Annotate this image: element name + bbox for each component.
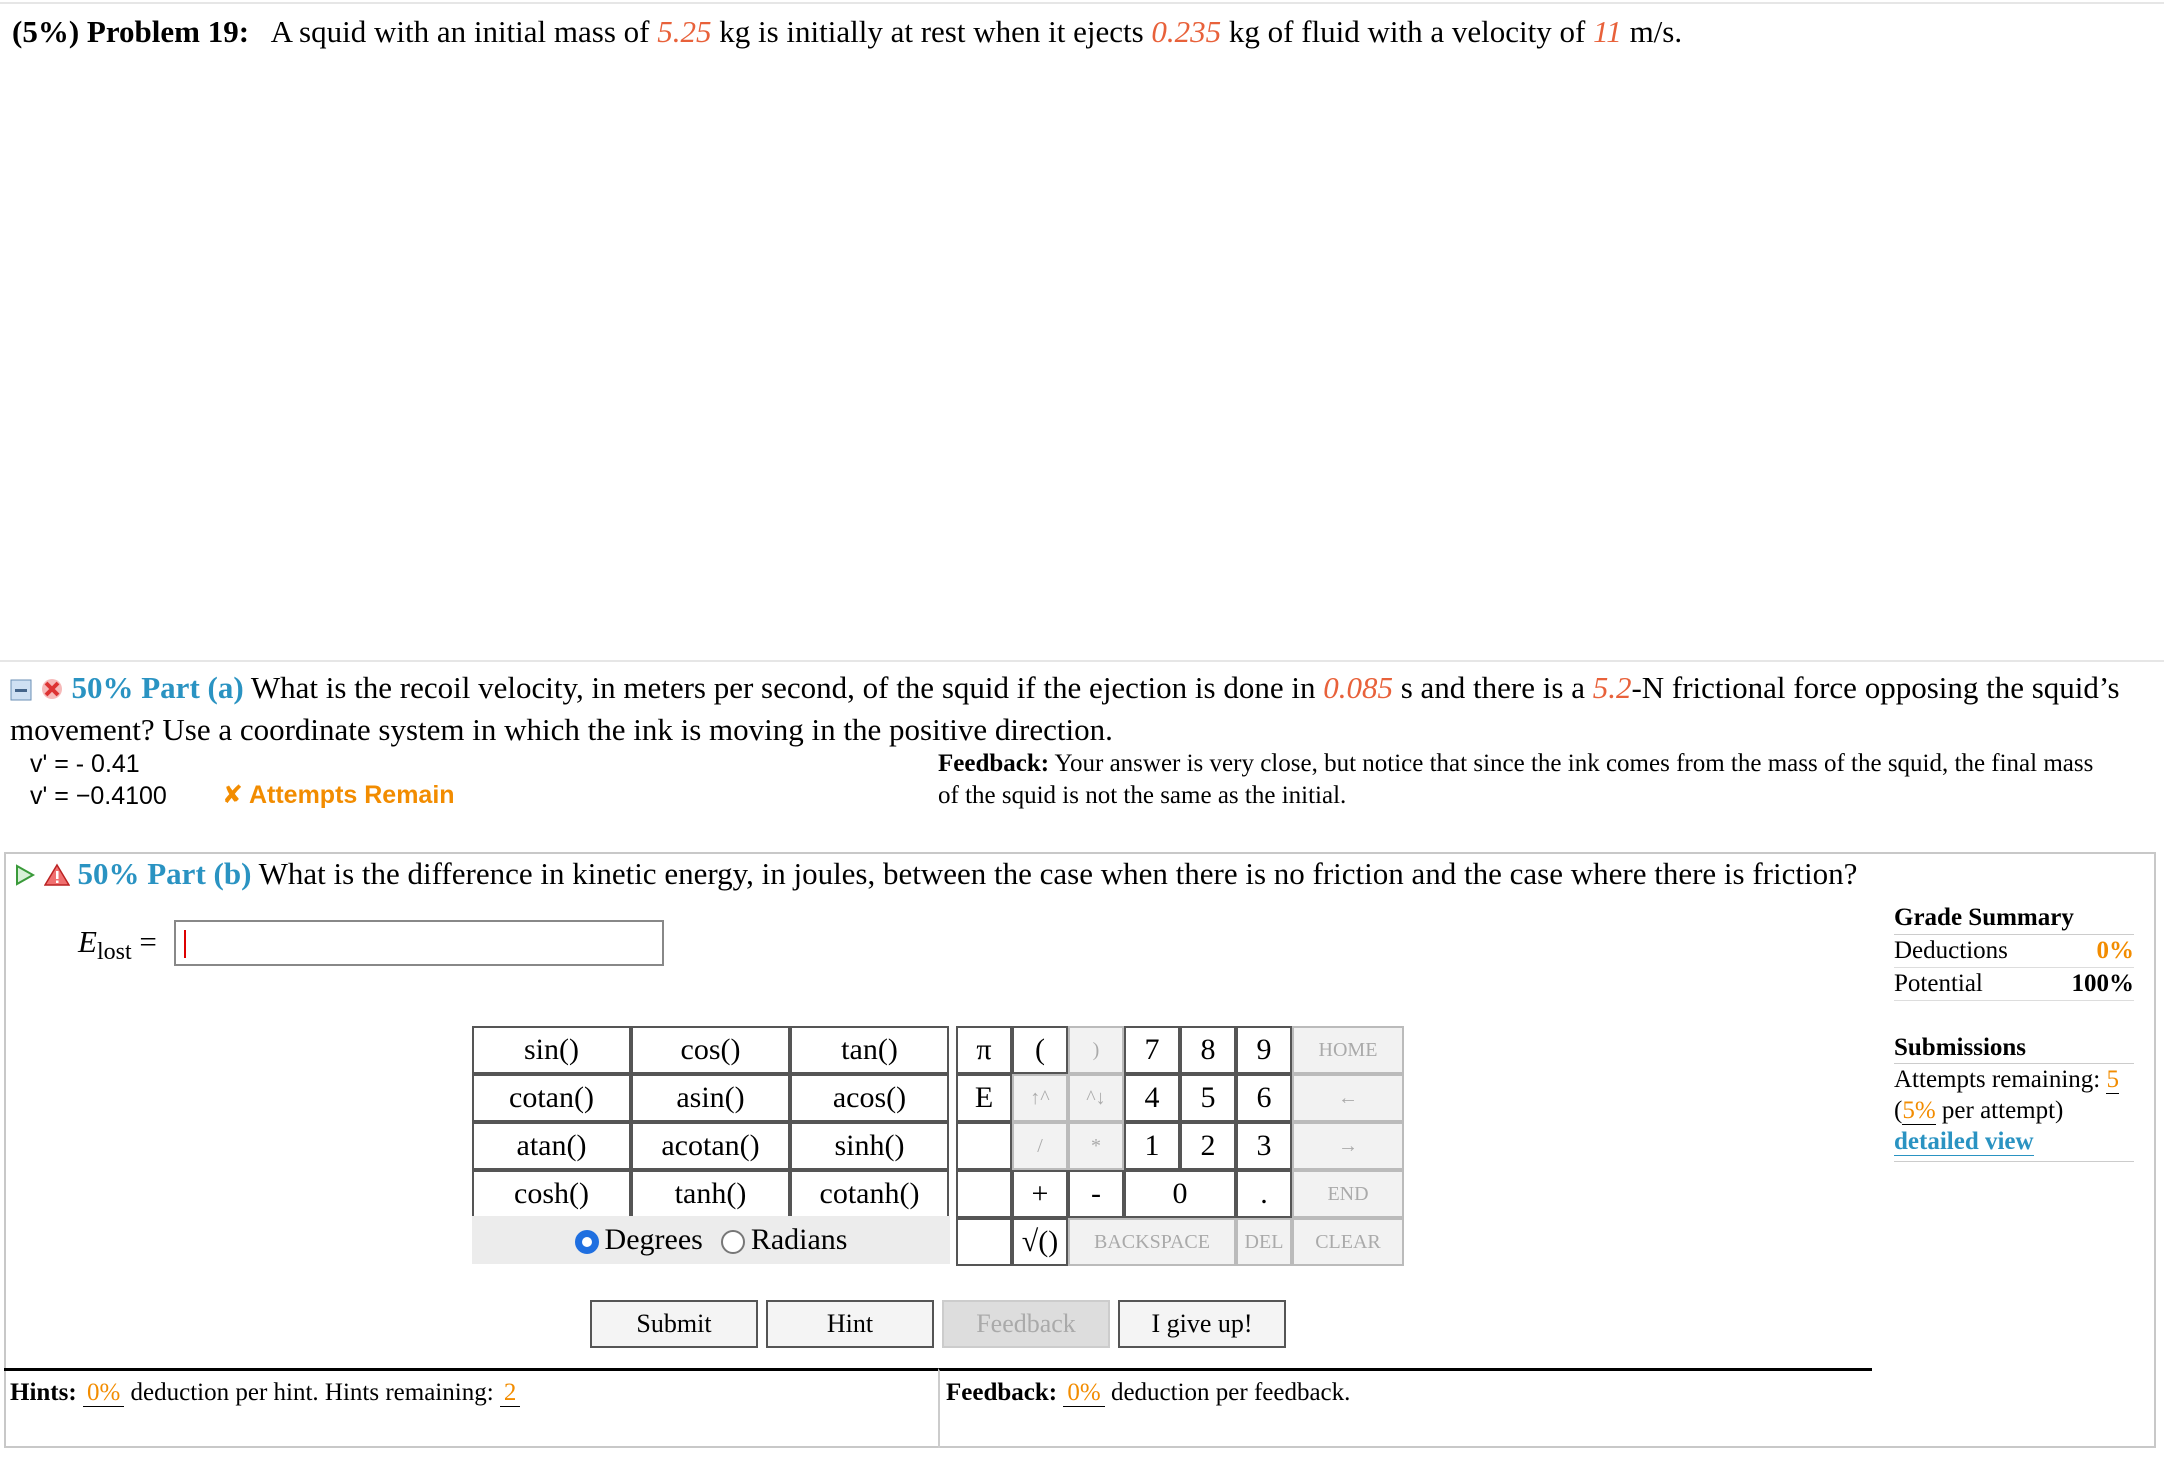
potential-label: Potential bbox=[1894, 970, 1983, 997]
problem-text: m/s. bbox=[1629, 14, 1683, 49]
problem-title: Problem 19: bbox=[86, 14, 250, 49]
key-plus[interactable]: + bbox=[1012, 1170, 1068, 1218]
feedback-bar bbox=[938, 1368, 1872, 1448]
potential-value: 100% bbox=[2071, 970, 2134, 997]
key-cotanh[interactable]: cotanh() bbox=[790, 1170, 949, 1218]
key-3[interactable]: 3 bbox=[1236, 1122, 1292, 1170]
key-sqrt[interactable]: √() bbox=[1012, 1218, 1068, 1266]
degrees-option[interactable]: Degrees bbox=[575, 1223, 703, 1257]
key-home[interactable]: HOME bbox=[1292, 1026, 1404, 1074]
force-value: 5.2 bbox=[1592, 670, 1632, 705]
variable-name: E bbox=[78, 924, 97, 959]
grade-summary-title: Grade Summary bbox=[1894, 902, 2134, 935]
detailed-view-link[interactable]: detailed view bbox=[1894, 1128, 2034, 1155]
deductions-label: Deductions bbox=[1894, 937, 2008, 964]
hint-button[interactable]: Hint bbox=[766, 1300, 934, 1348]
key-end[interactable]: END bbox=[1292, 1170, 1404, 1218]
equals-sign: = bbox=[139, 924, 157, 959]
attempts-remaining-label: Attempts remaining: bbox=[1894, 1066, 2101, 1093]
key-sin[interactable]: sin() bbox=[472, 1026, 631, 1074]
key-tanh[interactable]: tanh() bbox=[631, 1170, 790, 1218]
key-4[interactable]: 4 bbox=[1124, 1074, 1180, 1122]
section-divider bbox=[0, 660, 2164, 662]
problem-text: A squid with an initial mass of bbox=[270, 14, 650, 49]
key-clear[interactable]: CLEAR bbox=[1292, 1218, 1404, 1266]
feedback-button[interactable]: Feedback bbox=[942, 1300, 1110, 1348]
attempts-remain-status: ✘ Attempts Remain bbox=[222, 781, 455, 809]
per-attempt-pct: 5% bbox=[1902, 1097, 1936, 1124]
time-value: 0.085 bbox=[1323, 670, 1393, 705]
grade-summary bbox=[1894, 902, 2134, 1001]
key-acotan[interactable]: acotan() bbox=[631, 1122, 790, 1170]
potential-row bbox=[1894, 968, 2134, 1001]
per-attempt-paren: ( bbox=[1894, 1097, 1903, 1124]
part-b-text: What is the difference in kinetic energy, in joules, between the case when there is no friction and the case where there is friction? bbox=[258, 856, 1858, 891]
key-7[interactable]: 7 bbox=[1124, 1026, 1180, 1074]
key-cos[interactable]: cos() bbox=[631, 1026, 790, 1074]
incorrect-icon bbox=[40, 671, 64, 710]
key-rparen[interactable]: ) bbox=[1068, 1026, 1124, 1074]
deductions-row bbox=[1894, 935, 2134, 968]
key-blank bbox=[956, 1122, 1012, 1170]
per-attempt-text: per attempt) bbox=[1941, 1097, 2064, 1124]
problem-text: kg of fluid with a velocity of bbox=[1228, 14, 1586, 49]
key-right[interactable]: → bbox=[1292, 1122, 1404, 1170]
answer-variable bbox=[78, 924, 157, 966]
problem-weight: (5%) bbox=[12, 14, 80, 49]
text-caret bbox=[184, 930, 186, 958]
key-blank bbox=[956, 1218, 1012, 1266]
key-slash[interactable]: / bbox=[1012, 1122, 1068, 1170]
radians-radio[interactable] bbox=[721, 1230, 745, 1254]
feedback-bar-text: deduction per feedback. bbox=[1110, 1379, 1351, 1406]
part-b-label: 50% Part (b) bbox=[77, 856, 252, 891]
key-2[interactable]: 2 bbox=[1180, 1122, 1236, 1170]
feedback-bar-label: Feedback: bbox=[946, 1379, 1058, 1406]
answer-raw: v' = - 0.41 bbox=[30, 750, 140, 778]
velocity-value: 11 bbox=[1593, 14, 1622, 49]
mass-value: 5.25 bbox=[657, 14, 712, 49]
part-a-label: 50% Part (a) bbox=[71, 670, 244, 705]
part-b-question bbox=[14, 856, 1857, 895]
key-e[interactable]: E bbox=[956, 1074, 1012, 1122]
degrees-radio[interactable] bbox=[575, 1230, 599, 1254]
problem-text: kg is initially at rest when it ejects bbox=[719, 14, 1144, 49]
part-a-question bbox=[10, 668, 2150, 749]
give-up-button[interactable]: I give up! bbox=[1118, 1300, 1286, 1348]
key-backspace[interactable]: BACKSPACE bbox=[1068, 1218, 1236, 1266]
radians-option[interactable]: Radians bbox=[721, 1223, 848, 1257]
key-0[interactable]: 0 bbox=[1124, 1170, 1236, 1218]
problem-statement bbox=[12, 14, 1682, 50]
key-minus[interactable]: - bbox=[1068, 1170, 1124, 1218]
deductions-value: 0% bbox=[2096, 937, 2134, 964]
top-divider bbox=[0, 2, 2164, 4]
key-asin[interactable]: asin() bbox=[631, 1074, 790, 1122]
key-cosh[interactable]: cosh() bbox=[472, 1170, 631, 1218]
feedback-text: Your answer is very close, but notice that since the ink comes from the mass of the squid, the final mass of the squid is not the same as the initial. bbox=[938, 750, 2094, 809]
hints-label: Hints: bbox=[10, 1379, 77, 1406]
hints-bar bbox=[4, 1368, 940, 1448]
key-blank bbox=[956, 1170, 1012, 1218]
feedback-label: Feedback: bbox=[938, 750, 1050, 777]
key-acos[interactable]: acos() bbox=[790, 1074, 949, 1122]
numeric-keypad bbox=[956, 1026, 1404, 1266]
answer-input[interactable] bbox=[174, 920, 664, 966]
hints-text: deduction per hint. Hints remaining: bbox=[130, 1379, 494, 1406]
key-8[interactable]: 8 bbox=[1180, 1026, 1236, 1074]
key-tan[interactable]: tan() bbox=[790, 1026, 949, 1074]
feedback-deduction: 0% bbox=[1063, 1379, 1104, 1407]
key-cotan[interactable]: cotan() bbox=[472, 1074, 631, 1122]
part-a-text: s and there is a bbox=[1400, 670, 1585, 705]
key-9[interactable]: 9 bbox=[1236, 1026, 1292, 1074]
hints-deduction: 0% bbox=[83, 1379, 124, 1407]
collapse-icon[interactable] bbox=[10, 671, 32, 710]
variable-subscript: lost bbox=[96, 939, 132, 966]
warning-icon bbox=[44, 859, 70, 895]
key-pi[interactable]: π bbox=[956, 1026, 1012, 1074]
key-sinh[interactable]: sinh() bbox=[790, 1122, 949, 1170]
key-up[interactable]: ↑^ bbox=[1012, 1074, 1068, 1122]
key-1[interactable]: 1 bbox=[1124, 1122, 1180, 1170]
part-a-text: -N frictional force opposing the squid’s movement? Use a coordinate system in which the ink is moving in the positive direction. bbox=[10, 670, 2120, 748]
key-down[interactable]: ^↓ bbox=[1068, 1074, 1124, 1122]
angle-mode bbox=[472, 1216, 950, 1264]
part-a-answers bbox=[30, 748, 167, 812]
key-5[interactable]: 5 bbox=[1180, 1074, 1236, 1122]
key-left[interactable]: ← bbox=[1292, 1074, 1404, 1122]
hints-remaining: 2 bbox=[500, 1379, 521, 1407]
key-atan[interactable]: atan() bbox=[472, 1122, 631, 1170]
part-a-text: What is the recoil velocity, in meters per second, of the squid if the ejection is done in bbox=[250, 670, 1316, 705]
part-a-feedback bbox=[938, 748, 2118, 812]
play-icon[interactable] bbox=[14, 859, 36, 895]
key-del[interactable]: DEL bbox=[1236, 1218, 1292, 1266]
answer-formatted: v' = −0.4100 bbox=[30, 782, 167, 810]
submissions-title: Submissions bbox=[1894, 1034, 2027, 1061]
fluid-value: 0.235 bbox=[1151, 14, 1222, 49]
submissions-panel bbox=[1894, 1032, 2134, 1162]
key-dot[interactable]: . bbox=[1236, 1170, 1292, 1218]
key-lparen[interactable]: ( bbox=[1012, 1026, 1068, 1074]
function-keypad bbox=[472, 1026, 949, 1218]
key-star[interactable]: * bbox=[1068, 1122, 1124, 1170]
submit-button[interactable]: Submit bbox=[590, 1300, 758, 1348]
attempts-remaining-value: 5 bbox=[2106, 1066, 2119, 1093]
key-6[interactable]: 6 bbox=[1236, 1074, 1292, 1122]
